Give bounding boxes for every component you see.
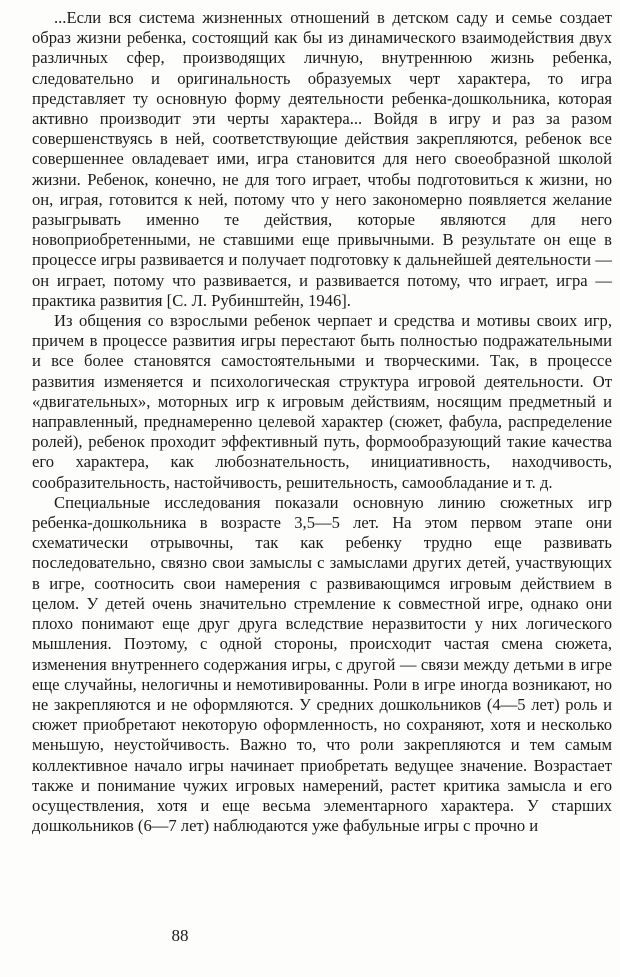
page-number: 88 [171,926,189,945]
page-body-text [32,8,612,836]
paragraph-2: Из общения со взрослыми ребенок черпает и средства и мотивы своих игр, причем в процессе развития игры перестают быть полностью подражательными и все более становятся самостоятельными и творческими. Так, в процессе развития изменяется и психологическая структура игровой деятельности. От «двигательных», моторных игр к игровым действиям, носящим предметный и направленный, преднамеренно целевой характер (сюжет, фабула, распределение ролей), ребенок проходит эффективный путь, формообразующий такие качества его характера, как любознательность, инициативность, находчивость, сообразительность, настойчивость, решительность, самообладание и т. д. [32,311,612,492]
paragraph-1: ...Если вся система жизненных отношений в детском саду и семье создает образ жизни ребенка, состоящий как бы из динамического взаимодействия двух различных сфер, производящих личную, внутреннюю жизнь ребенка, следовательно и оригинальность образуемых черт характера, то игра представляет ту основную форму деятельности ребенка-дошкольника, которая активно производит эти черты характера... Войдя в игру и раз за разом совершенствуясь в ней, соответствующие действия закрепляются, ребенок все совершеннее овладевает ими, игра становится для него своеобразной школой жизни. Ребенок, конечно, не для того играет, чтобы подготовиться к жизни, но он, играя, готовится к ней, потому что у него закономерно появляется желание разыгрывать именно те действия, которые являются для него новоприобретенными, не ставшими еще привычными. В результате он еще в процессе игры развивается и получает подготовку к дальнейшей деятельности — он играет, потому что развивается, и развивается потому, что играет, игра — практика развития [С. Л. Рубинштейн, 1946]. [32,8,612,310]
paragraph-3: Специальные исследования показали основную линию сюжетных игр ребенка-дошкольника в возрасте 3,5—5 лет. На этом первом этапе они схематически отрывочны, так как ребенку трудно еще развивать последовательно, связно свои замыслы с замыслами других детей, участвующих в игре, соотносить свои намерения с развивающимся игровым действием в целом. У детей очень значительно стремление к совместной игре, однако они плохо понимают еще друг друга вследствие неразвитости у них логического мышления. Поэтому, с одной стороны, происходит частая смена сюжета, изменения внутреннего содержания игры, с другой — связи между детьми в игре еще случайны, нелогичны и немотивированны. Роли в игре иногда возникают, но не закрепляются и не оформляются. У средних дошкольников (4—5 лет) роль и сюжет приобретают некоторую оформленность, но сохраняют, хотя и несколько меньшую, неустойчивость. Важно то, что роли закрепляются и тем самым коллективное начало игры начинает приобретать ведущее значение. Возрастает также и понимание чужих игровых намерений, растет критика замысла и его осуществления, хотя и еще весьма элементарного характера. У старших дошкольников (6—7 лет) наблюдаются уже фабульные игры с прочно и [32,492,612,836]
